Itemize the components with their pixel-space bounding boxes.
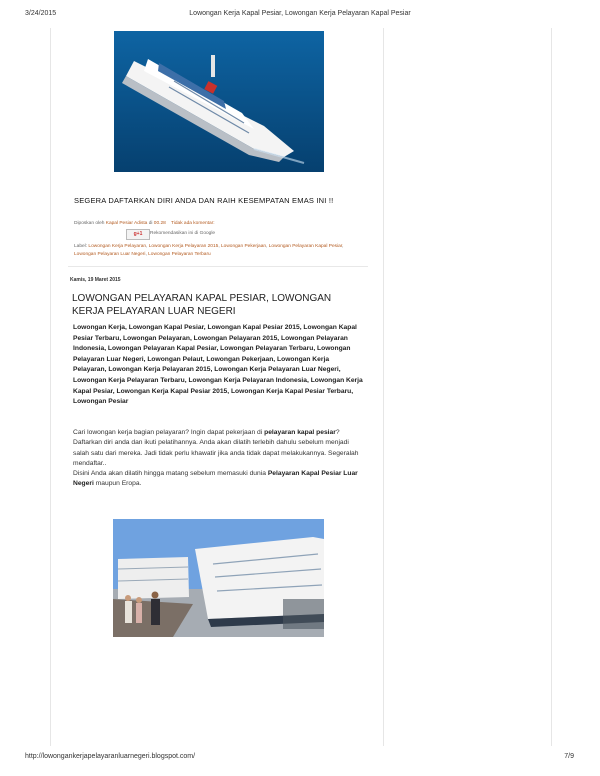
label-link[interactable]: Lowongan Pelayaran Terbaru — [148, 252, 211, 257]
posted-by-label: Diposkan oleh — [74, 221, 105, 226]
post-meta — [74, 221, 215, 226]
google-plus-button[interactable]: g+1 — [126, 229, 150, 240]
body-bold-text: Pelayaran Kapal Pesiar Luar Negeri — [73, 470, 358, 488]
right-column-rule — [551, 28, 552, 746]
recommend-text: Rekomendasikan ini di Google — [150, 231, 216, 236]
post-time-link[interactable]: 00.28 — [153, 221, 166, 226]
docked-ships-illustration — [113, 519, 324, 637]
label-link[interactable]: Lowongan Pekerjaan — [220, 244, 267, 249]
body-text: ? Daftarkan diri anda dan ikuti pelatihannya. Anda akan dilatih terlebih dahulu sebelum menjadi salah satu dari mereka. Jadi tidak perlu khawatir jika anda tidak dapat melakukannya. Segeralah mendaftar.. — [73, 429, 359, 467]
print-title: Lowongan Kerja Kapal Pesiar, Lowongan Kerja Pelayaran Kapal Pesiar — [189, 10, 411, 17]
docked-cruise-ships-image — [113, 519, 324, 637]
body-text: maupun Eropa. — [95, 480, 142, 488]
label-link[interactable]: Lowongan Kerja Pelayaran 2015 — [148, 244, 219, 249]
labels-prefix: Label: — [74, 244, 88, 249]
page-number: 7/9 — [564, 753, 574, 760]
comments-link[interactable]: Tidak ada komentar: — [171, 221, 215, 226]
page-url: http://lowongankerjapelayaranluarnegeri.blogspot.com/ — [25, 753, 196, 760]
author-link[interactable]: Kapal Pesiar Adista — [105, 221, 148, 226]
post-labels: Label: Lowongan Kerja Pelayaran, Lowongan Kerja Pelayaran 2015, Lowongan Pekerjaan, Lowongan Pelayaran Kapal Pesiar, Lowongan Pelayaran Luar Negeri, Lowongan Pelayaran Terbaru — [74, 244, 344, 257]
print-date: 3/24/2015 — [25, 10, 57, 17]
label-link[interactable]: Lowongan Kerja Pelayaran — [88, 244, 147, 249]
urgent-call-text: SEGERA DAFTARKAN DIRI ANDA DAN RAIH KESEMPATAN EMAS INI !! — [74, 196, 334, 205]
center-column-rule — [383, 28, 384, 746]
post-body — [73, 428, 363, 490]
cruise-ship-illustration — [114, 31, 324, 172]
cruise-ship-image — [114, 31, 324, 172]
body-text: Cari lowongan kerja bagian pelayaran? Ingin dapat pekerjaan di — [73, 429, 263, 436]
body-bold-text: pelayaran kapal pesiar — [264, 429, 336, 436]
post-keywords: Lowongan Kerja, Lowongan Kapal Pesiar, Lowongan Kapal Pesiar 2015, Lowongan Kapal Pesiar Terbaru, Lowongan Pelayaran, Lowongan Pelayaran 2015, Lowongan Pelayaran Indonesia, Lowongan Pelayaran Kapal Pesiar, Lowongan Pelayaran Terbaru, Lowongan Pelayaran Luar Negeri, Lowongan Pelaut, Lowongan Pekerjaan, Lowongan Kerja Pelayaran, Lowongan Kerja Pelayaran 2015, Lowongan Kerja Pelayaran Luar Negeri, Lowongan Kerja Pelayaran Terbaru, Lowongan Kerja Pelayaran Indonesia, Lowongan Kerja Kapal Pesiar, Lowongan Kerja Kapal Pesiar 2015, Lowongan Kerja Kapal Pesiar Terbaru, Lowongan Pesiar — [73, 324, 363, 406]
body-text: Disini Anda akan dilatih hingga matang sebelum memasuki dunia — [73, 470, 266, 478]
post-date-header: Kamis, 19 Maret 2015 — [70, 277, 121, 283]
left-column-rule — [50, 28, 51, 746]
label-link[interactable]: Lowongan Pelayaran Luar Negeri — [74, 252, 146, 257]
post-title[interactable]: LOWONGAN PELAYARAN KAPAL PESIAR, LOWONGAN KERJA PELAYARAN LUAR NEGERI — [72, 293, 332, 317]
label-link[interactable]: Lowongan Pelayaran Kapal Pesiar — [268, 244, 343, 249]
post-separator — [68, 266, 368, 267]
at-label: di — [148, 221, 153, 226]
